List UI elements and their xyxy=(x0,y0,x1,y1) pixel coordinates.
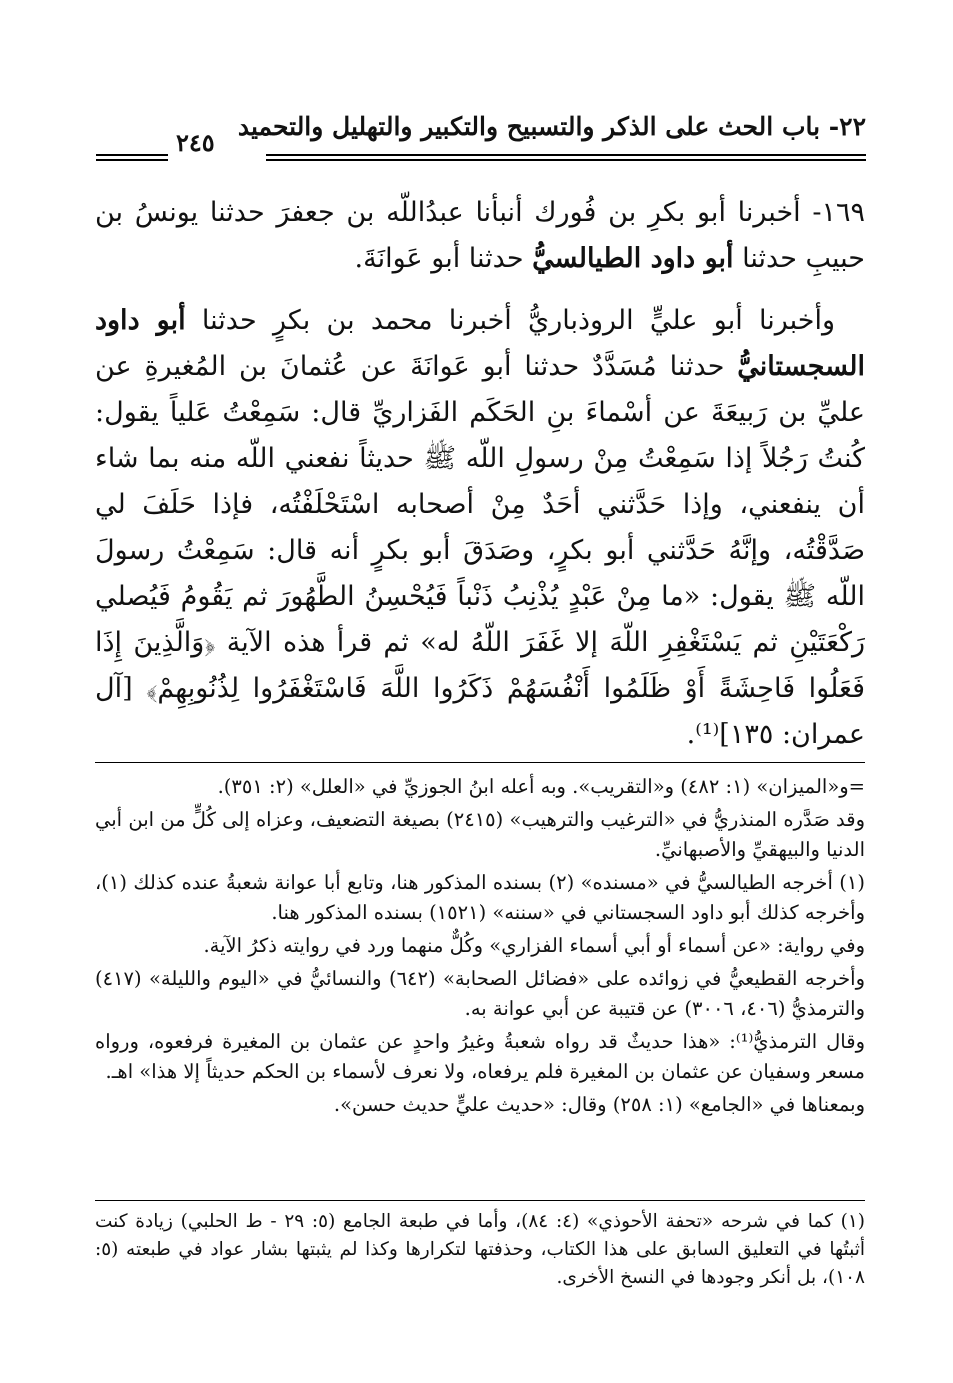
footnote-1-jami: وبمعناها في «الجامع» (١: ٢٥٨) وقال: «حديث عليٍّ حديث حسن». xyxy=(333,1093,865,1116)
subfootnote-1: (١) كما في شرحه «تحفة الأحوذي» (٤: ٨٤)، وأما في طبعة الجامع (٥: ٢٩ - ط الحلبي) زيادة كنت أثبتُها في التعليق السابق على هذا الكتاب، وحذفتها لتكرارها وكذا لم يثبتها بشار عواد في طبعته (٥: ١٠٨)، بل أنكر وجودها في النسخ الأخرى. xyxy=(95,1211,865,1288)
footnote-continued-2: وقد صَدَّره المنذريُّ في «الترغيب والترهيب» (٢٤١٥) بصيغة التضعيف، وعزاه إلى كُلٍّ من ابن أبي الدنيا والبيهقيِّ والأصبهانيِّ. xyxy=(95,808,865,861)
page-number: ٢٤٥ xyxy=(176,128,215,157)
footnote-1-variant: وفي رواية: «عن أسماء أو أبي أسماء الفزاري» وكُلٌّ منهما ورد في روايته ذكرُ الآية. xyxy=(203,934,865,957)
main-text xyxy=(95,190,865,774)
footnote-1-tirmidhi: وقال الترمذيُّ⁽¹⁾: «هذا حديثٌ قد رواه شعبةُ وغيرُ واحدٍ عن عثمان بن المغيرة فرفعوه، ورواه مسعر وسفيان عن عثمان بن المغيرة فلم يرفعاه، ولا نعرف لأسماء بن الحكم حديثاً إلا هذا» اهـ. xyxy=(95,1030,865,1083)
narrator-sijistani: أبو داود السجستانيُّ xyxy=(95,305,865,382)
hadith-paragraph-2 xyxy=(95,298,865,758)
header-double-rule xyxy=(266,154,866,161)
hadith-2-body: حدثنا مُسَدَّدٌ حدثنا أبو عَوانَةَ عن عُثمانَ بن المُغيرةِ عن عليِّ بن رَبيعَةَ عن أسْماءَ بنِ الحَكَم الفَزاريِّ قال: سَمِعْتُ عَلياً يقول: كُنتُ رَجُلاً إذا سَمِعْتُ مِنْ رسولِ اللّه ﷺ حديثاً نفعني اللّه منه بما شاء أن ينفعني، وإذا حَدَّثني أحَدٌ مِنْ أصحابه اسْتَحْلَفْتُه، فإذا حَلَفَ لي صَدَّقْتُه، وإنَّهُ حَدَّثني أبو بكرٍ، وصَدَقَ أبو بكرٍ أنه قال: سَمِعْتُ رسولَ اللّه ﷺ يقول: «ما مِنْ عَبْدٍ يُذْنِبُ ذَنْباً فَيُحْسِنُ الطَّهُورَ ثم يَقُومُ فَيُصلي رَكْعَتَيْنِ ثم يَسْتَغْفِرِ اللّهَ إلا غَفَرَ اللّهُ له» ثم قرأ هذه الآية ﴿وَالَّذِينَ إِذَا فَعَلُوا فَاحِشَةً أَوْ ظَلَمُوا أَنْفُسَهُمْ ذَكَرُوا اللَّهَ فَاسْتَغْفَرُوا لِذُنُوبِهِمْ﴾ [آل عمران: ١٣٥]⁽¹⁾. xyxy=(95,351,865,750)
footnotes xyxy=(95,772,865,1123)
footnote-continued: =و«الميزان» (١: ٤٨٢) و«التقريب». وبه أعله ابنُ الجوزيِّ في «العلل» (٢: ٣٥١). xyxy=(217,775,865,798)
hadith-1-text: ١٦٩- أخبرنا أبو بكرِ بن فُورك أنبأنا عبدُاللّه بن جعفرَ حدثنا يونسُ بن حبيبِ حدثنا xyxy=(95,197,865,274)
footnote-divider xyxy=(95,762,865,763)
footnote-1-sources: وأخرجه القطيعيُّ في زوائده على «فضائل الصحابة» (٦٤٢) والنسائيُّ في «اليوم والليلة» (٤١٧) والترمذيُّ (٤٠٦، ٣٠٠٦) عن قتيبة عن أبي عوانة به. xyxy=(95,967,865,1020)
subfootnote-divider xyxy=(95,1200,865,1201)
hadith-1-end: حدثنا أبو عَوانَةَ. xyxy=(354,243,524,274)
hadith-paragraph-1 xyxy=(95,190,865,282)
running-header xyxy=(96,112,866,164)
chapter-title: ٢٢- باب الحث على الذكر والتسبيح والتكبير والتهليل والتحميد xyxy=(237,112,866,141)
page-number-double-rule xyxy=(96,154,168,161)
subfootnotes xyxy=(95,1208,865,1292)
narrator-tayalisi: أبو داود الطيالسيُّ xyxy=(532,243,734,274)
footnote-1: (١) أخرجه الطيالسيُّ في «مسنده» (٢) بسنده المذكور هنا، وتابع أبا عوانة شعبةُ عنده كذلك (١)، وأخرجه كذلك أبو داود السجستاني في «سننه» (١٥٢١) بسنده المذكور هنا. xyxy=(95,871,865,924)
hadith-2-start: وأخبرنا أبو عليٍّ الروذباريُّ أخبرنا محمد بن بكرٍ حدثنا xyxy=(201,305,835,336)
